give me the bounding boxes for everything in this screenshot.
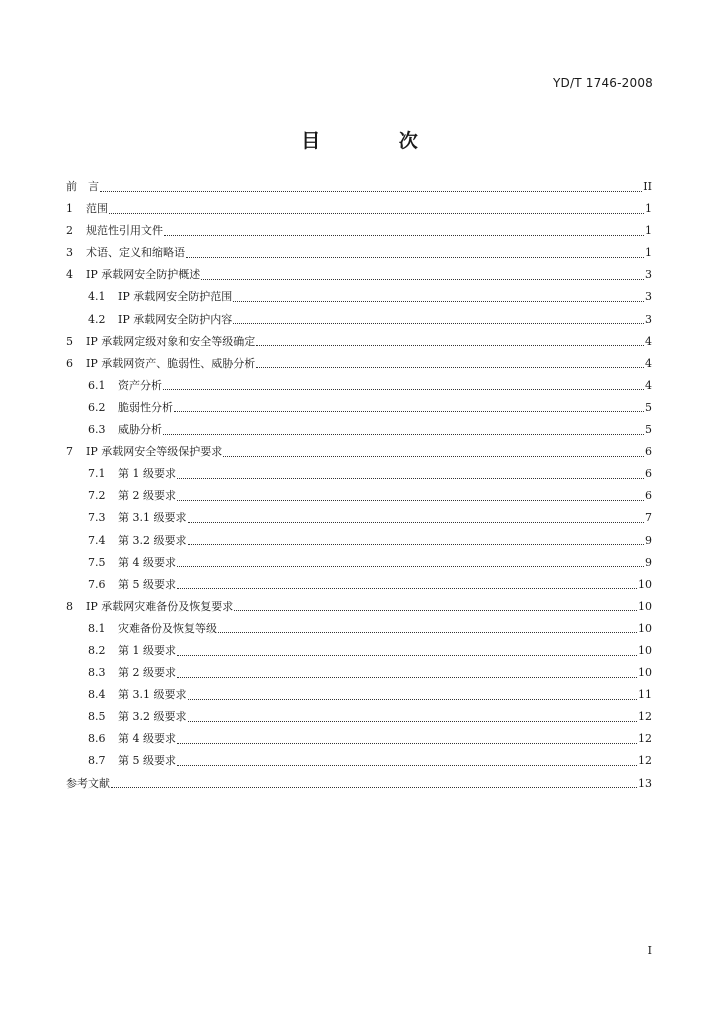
toc-entry-page: 3: [645, 312, 652, 326]
toc-leader-dots: [256, 367, 644, 368]
toc-entry[interactable]: [66, 198, 652, 220]
toc-entry-number: 4.1: [88, 290, 106, 304]
toc-entry-title: IP 承载网安全防护内容: [118, 312, 233, 326]
toc-entry-number: 7.4: [88, 533, 106, 547]
toc-entry-number: 2: [66, 224, 73, 238]
toc-entry-page: II: [643, 180, 652, 193]
toc-entry-number: 3: [66, 246, 73, 260]
toc-entry-title: 第 4 级要求: [118, 555, 176, 569]
toc-entry-page: 1: [645, 224, 652, 238]
toc-entry-title: 术语、定义和缩略语: [86, 246, 185, 260]
toc-entry-number: 8.3: [88, 666, 106, 680]
toc-entry-title: 前 言: [66, 180, 99, 193]
toc-entry[interactable]: [66, 596, 652, 618]
toc-entry-page: 5: [645, 423, 652, 437]
toc-entry-number: 8.4: [88, 688, 106, 702]
toc-leader-dots: [218, 632, 637, 633]
toc-entry[interactable]: [66, 419, 652, 441]
toc-leader-dots: [234, 610, 637, 611]
toc-entry-page: 1: [645, 246, 652, 260]
toc-entry-number: 7.2: [88, 489, 106, 503]
toc-entry[interactable]: [66, 176, 652, 198]
toc-entry[interactable]: [66, 441, 652, 463]
toc-entry-title: 脆弱性分析: [118, 400, 173, 414]
toc-entry-title: 第 1 级要求: [118, 643, 176, 657]
toc-leader-dots: [188, 544, 645, 545]
toc-entry-page: 12: [638, 710, 652, 724]
toc-entry[interactable]: [66, 331, 652, 353]
toc-leader-dots: [233, 323, 644, 324]
toc-entry[interactable]: [66, 463, 652, 485]
toc-entry-number: 8.5: [88, 710, 106, 724]
toc-leader-dots: [177, 765, 637, 766]
toc-entry-page: 10: [638, 577, 652, 591]
toc-entry-title: IP 承载网定级对象和安全等级确定: [86, 334, 256, 348]
toc-entry-page: 3: [645, 290, 652, 304]
table-of-contents: [66, 176, 652, 795]
toc-leader-dots: [186, 257, 644, 258]
toc-entry-title: 第 3.2 级要求: [118, 710, 187, 724]
toc-entry-title: 第 5 级要求: [118, 754, 176, 768]
toc-entry[interactable]: [66, 264, 652, 286]
toc-title: 目 次: [301, 130, 454, 152]
toc-entry[interactable]: [66, 706, 652, 728]
toc-entry-number: 6.1: [88, 378, 106, 392]
toc-entry[interactable]: [66, 220, 652, 242]
toc-entry[interactable]: [66, 750, 652, 772]
toc-leader-dots: [177, 500, 644, 501]
toc-entry-page: 4: [645, 356, 652, 370]
toc-entry[interactable]: [66, 574, 652, 596]
page-number: I: [647, 944, 652, 957]
toc-entry[interactable]: [66, 618, 652, 640]
toc-leader-dots: [188, 522, 645, 523]
toc-entry-title: IP 承载网安全防护概述: [86, 268, 201, 282]
toc-entry-title: 第 3.1 级要求: [118, 688, 187, 702]
standard-code: YD/T 1746-2008: [553, 76, 653, 90]
toc-entry[interactable]: [66, 375, 652, 397]
toc-entry[interactable]: [66, 773, 652, 795]
toc-entry-page: 11: [638, 688, 652, 702]
toc-entry-page: 6: [645, 445, 652, 459]
toc-entry-page: 10: [638, 643, 652, 657]
toc-entry-number: 8.7: [88, 754, 106, 768]
toc-entry[interactable]: [66, 353, 652, 375]
toc-entry-number: 6.3: [88, 423, 106, 437]
toc-leader-dots: [177, 677, 637, 678]
toc-entry-number: 1: [66, 202, 73, 216]
toc-leader-dots: [177, 588, 637, 589]
toc-entry-title: 第 3.2 级要求: [118, 533, 187, 547]
toc-entry-title: 第 1 级要求: [118, 467, 176, 481]
toc-entry-number: 7.3: [88, 511, 106, 525]
toc-entry-number: 8.1: [88, 621, 106, 635]
toc-entry-number: 8.2: [88, 643, 106, 657]
toc-entry-page: 12: [638, 732, 652, 746]
toc-entry-title: IP 承载网灾难备份及恢复要求: [86, 599, 234, 613]
toc-entry-number: 7.5: [88, 555, 106, 569]
toc-leader-dots: [163, 434, 644, 435]
toc-entry-number: 4: [66, 268, 73, 282]
toc-entry[interactable]: [66, 242, 652, 264]
toc-entry-title: 灾难备份及恢复等级: [118, 621, 217, 635]
toc-entry-number: 7.6: [88, 577, 106, 591]
toc-leader-dots: [177, 743, 637, 744]
toc-leader-dots: [177, 566, 644, 567]
toc-entry-number: 6: [66, 356, 73, 370]
toc-entry-page: 10: [638, 666, 652, 680]
toc-leader-dots: [223, 456, 644, 457]
toc-entry-page: 12: [638, 754, 652, 768]
toc-entry-number: 7.1: [88, 467, 106, 481]
toc-entry-title: 参考文献: [66, 776, 110, 790]
toc-leader-dots: [109, 213, 644, 214]
toc-entry[interactable]: [66, 507, 652, 529]
toc-entry-page: 4: [645, 378, 652, 392]
toc-leader-dots: [177, 655, 637, 656]
toc-entry[interactable]: [66, 662, 652, 684]
toc-entry-page: 6: [645, 489, 652, 503]
toc-entry-title: 第 2 级要求: [118, 666, 176, 680]
toc-entry[interactable]: [66, 684, 652, 706]
toc-entry[interactable]: [66, 397, 652, 419]
toc-leader-dots: [174, 411, 644, 412]
toc-entry-title: 规范性引用文件: [86, 224, 163, 238]
toc-entry-number: 5: [66, 334, 73, 348]
toc-entry-title: IP 承载网安全等级保护要求: [86, 445, 223, 459]
toc-entry[interactable]: [66, 728, 652, 750]
toc-entry-page: 10: [638, 621, 652, 635]
toc-entry-number: 8.6: [88, 732, 106, 746]
toc-entry-title: 第 3.1 级要求: [118, 511, 187, 525]
toc-entry-number: 6.2: [88, 400, 106, 414]
toc-entry-page: 7: [645, 511, 652, 525]
toc-leader-dots: [164, 235, 644, 236]
toc-entry[interactable]: [66, 640, 652, 662]
toc-entry-title: 第 5 级要求: [118, 577, 176, 591]
toc-leader-dots: [188, 699, 638, 700]
toc-entry[interactable]: [66, 485, 652, 507]
toc-leader-dots: [163, 389, 644, 390]
toc-entry-title: 资产分析: [118, 378, 162, 392]
toc-leader-dots: [201, 279, 644, 280]
toc-entry-page: 3: [645, 268, 652, 282]
toc-leader-dots: [100, 191, 642, 192]
toc-entry-title: 第 4 级要求: [118, 732, 176, 746]
toc-entry-page: 9: [645, 555, 652, 569]
toc-entry-title: 范围: [86, 202, 108, 216]
toc-leader-dots: [111, 787, 637, 788]
toc-entry-title: IP 承载网安全防护范围: [118, 290, 233, 304]
toc-entry[interactable]: [66, 530, 652, 552]
toc-entry-page: 9: [645, 533, 652, 547]
toc-entry-page: 13: [638, 776, 652, 790]
toc-entry-number: 7: [66, 445, 73, 459]
toc-entry-title: 第 2 级要求: [118, 489, 176, 503]
toc-entry-page: 10: [638, 599, 652, 613]
toc-entry-page: 1: [645, 202, 652, 216]
toc-entry-title: 威胁分析: [118, 423, 162, 437]
toc-entry-number: 8: [66, 599, 73, 613]
toc-entry-page: 5: [645, 400, 652, 414]
toc-leader-dots: [177, 478, 644, 479]
toc-entry[interactable]: [66, 286, 652, 308]
toc-entry-page: 6: [645, 467, 652, 481]
toc-entry-page: 4: [645, 334, 652, 348]
toc-entry[interactable]: [66, 552, 652, 574]
toc-leader-dots: [256, 345, 644, 346]
toc-leader-dots: [233, 301, 644, 302]
toc-leader-dots: [188, 721, 638, 722]
toc-entry-number: 4.2: [88, 312, 106, 326]
toc-entry[interactable]: [66, 309, 652, 331]
toc-entry-title: IP 承载网资产、脆弱性、威胁分析: [86, 356, 256, 370]
